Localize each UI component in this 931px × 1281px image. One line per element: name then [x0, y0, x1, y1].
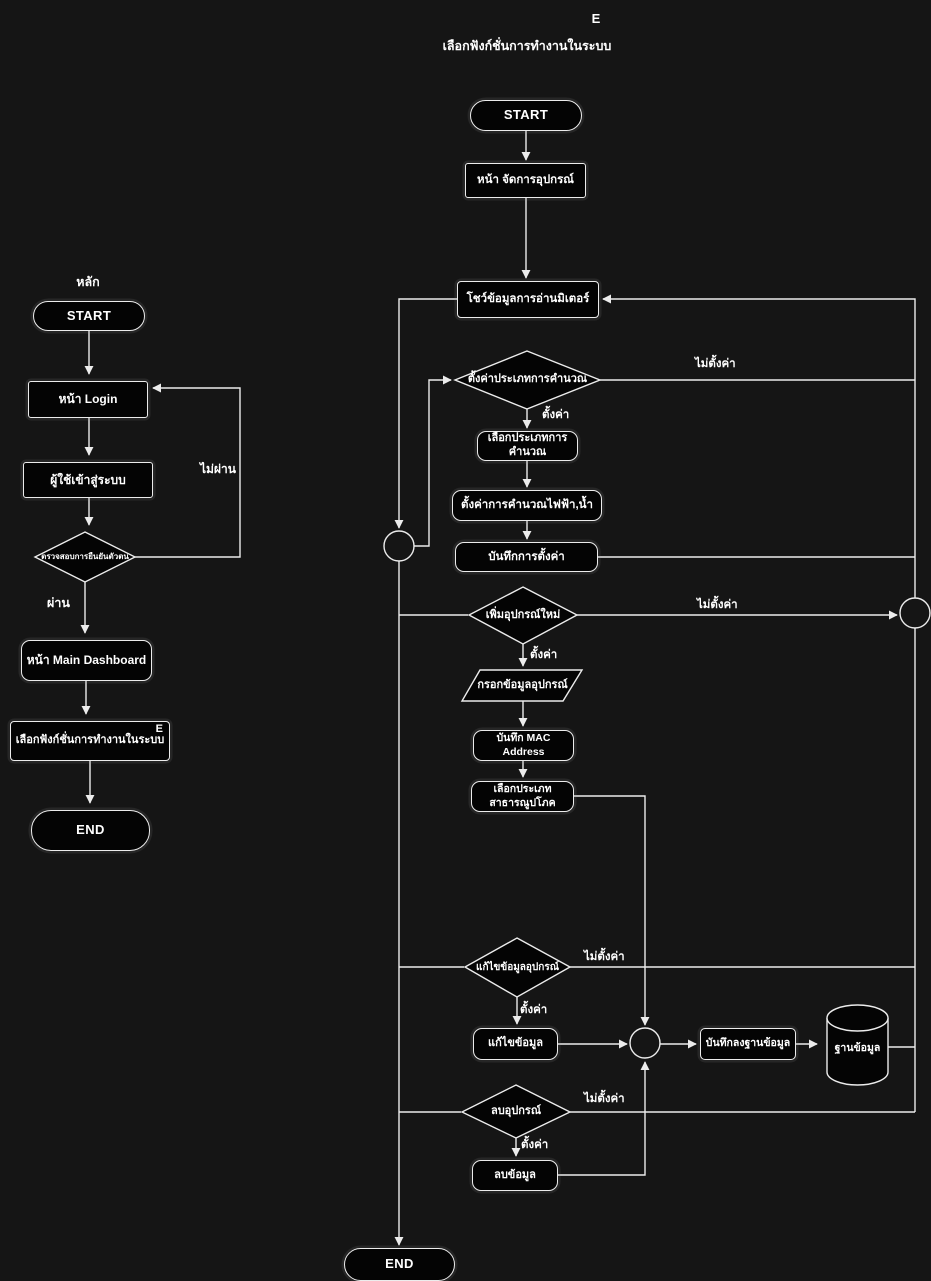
node-edit-data: แก้ไขข้อมูล	[473, 1028, 558, 1060]
node-select-utility-line2: สาธารณูปโภค	[489, 796, 556, 809]
database-label: ฐานข้อมูล	[834, 1041, 881, 1054]
decision-delete-device-label: ลบอุปกรณ์	[490, 1104, 542, 1117]
node-select-function-label: เลือกฟังก์ชั่นการทำงานในระบบ	[15, 734, 165, 747]
edge-label-not-set-3: ไม่ตั้งค่า	[584, 951, 625, 963]
node-save-settings: บันทึกการตั้งค่า	[455, 542, 598, 572]
edge-label-not-set-1: ไม่ตั้งค่า	[695, 358, 736, 370]
edge-label-pass: ผ่าน	[47, 596, 70, 610]
edge-utility-to-merge	[574, 796, 645, 1025]
node-select-utility	[471, 781, 574, 812]
database-cylinder-top	[827, 1005, 888, 1031]
decision-add-device-label: เพิ่มอุปกรณ์ใหม่	[485, 608, 561, 621]
edge-label-set-1: ตั้งค่า	[542, 409, 570, 421]
flow-ref-tag: E	[591, 11, 601, 26]
decision-calc-type-label: ตั้งค่าประเภทการคำนวณ	[467, 373, 588, 386]
edge-label-not-set-4: ไม่ตั้งค่า	[584, 1093, 625, 1105]
node-user-login: ผู้ใช้เข้าสู่ระบบ	[23, 462, 153, 498]
edge-label-fail: ไม่ผ่าน	[200, 462, 236, 476]
node-select-calc-type	[477, 431, 578, 461]
edge-deletedata-to-merge	[558, 1062, 645, 1175]
edge-label-set-3: ตั้งค่า	[520, 1004, 548, 1016]
node-manage-device-page: หน้า จัดการอุปกรณ์	[465, 163, 586, 198]
node-select-utility-line1: เลือกประเภท	[493, 783, 552, 796]
node-select-function	[10, 721, 170, 761]
decision-auth-check-label: ตรวจสอบการยืนยันตัวตน	[41, 552, 129, 562]
edge-label-not-set-2: ไม่ตั้งค่า	[697, 599, 738, 611]
flow-title: เลือกฟังก์ชั่นการทำงานในระบบ	[442, 39, 612, 53]
edge-return-rail-right	[603, 299, 915, 1112]
junction-circle-right	[900, 598, 930, 628]
edge-label-set-2: ตั้งค่า	[530, 649, 558, 661]
node-delete-data: ลบข้อมูล	[472, 1160, 558, 1191]
node-select-calc-type-line2: คำนวณ	[508, 446, 547, 458]
node-configure-calc: ตั้งค่าการคำนวณไฟฟ้า,น้ำ	[452, 490, 602, 521]
node-dashboard-page: หน้า Main Dashboard	[21, 640, 152, 681]
node-end-right: END	[344, 1248, 455, 1281]
node-save-mac-line2: Address	[502, 745, 545, 758]
decision-edit-device-label: แก้ไขข้อมูลอุปกรณ์	[476, 961, 559, 973]
node-start-right: START	[470, 100, 582, 131]
node-end-left: END	[31, 810, 150, 851]
node-select-function-ref: E	[155, 723, 163, 735]
node-save-mac-line1: บันทึก MAC	[496, 732, 551, 745]
left-chart-title: หลัก	[76, 275, 100, 289]
junction-circle-merge	[630, 1028, 660, 1058]
node-show-meter-data: โชว์ข้อมูลการอ่านมิเตอร์	[457, 281, 599, 318]
edge-show-to-junction	[399, 299, 457, 528]
node-login-page: หน้า Login	[28, 381, 148, 418]
edge-junction-to-calc-decision	[413, 380, 451, 546]
junction-circle-left	[384, 531, 414, 561]
node-save-mac	[473, 730, 574, 761]
node-start-left: START	[33, 301, 145, 331]
edge-label-set-4: ตั้งค่า	[521, 1139, 549, 1151]
node-save-to-database: บันทึกลงฐานข้อมูล	[700, 1028, 796, 1060]
node-select-calc-type-line1: เลือกประเภทการ	[487, 432, 568, 445]
node-input-device-data-label: กรอกข้อมูลอุปกรณ์	[477, 678, 568, 691]
